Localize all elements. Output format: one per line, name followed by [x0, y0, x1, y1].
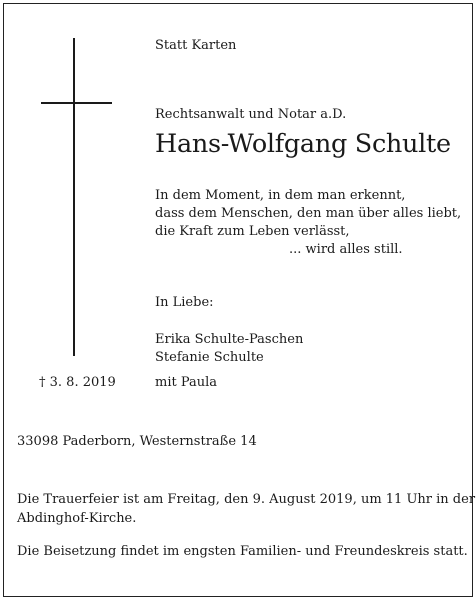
deceased-profession: Rechtsanwalt und Notar a.D. — [155, 107, 347, 122]
deceased-name: Hans-Wolfgang Schulte — [155, 129, 451, 159]
poem-line: In dem Moment, in dem man erkennt, — [155, 188, 406, 203]
poem-line: dass dem Menschen, den man über alles liebt, — [155, 206, 462, 221]
poem-line: die Kraft zum Leben verlässt, — [155, 224, 350, 239]
ceremony-line: Die Trauerfeier ist am Freitag, den 9. August 2019, um 11 Uhr in der — [17, 492, 476, 507]
death-date: † 3. 8. 2019 — [39, 375, 116, 390]
cross-horizontal-bar — [41, 102, 112, 104]
mourner-name: Stefanie Schulte — [155, 350, 264, 365]
mit-paula-line: mit Paula — [155, 375, 218, 390]
ceremony-line: Abdinghof-Kirche. — [17, 511, 137, 526]
funeral-ceremony-info — [17, 490, 475, 528]
in-liebe-label: In Liebe: — [155, 295, 214, 310]
memorial-poem — [155, 187, 461, 259]
mourner-name: Erika Schulte-Paschen — [155, 332, 304, 347]
mourning-address: 33098 Paderborn, Westernstraße 14 — [17, 434, 257, 449]
mourners-list — [155, 331, 303, 367]
statt-karten-header: Statt Karten — [155, 38, 237, 53]
poem-line: ... wird alles still. — [289, 242, 403, 257]
cross-vertical-bar — [73, 38, 75, 356]
burial-info: Die Beisetzung findet im engsten Familien- und Freundeskreis statt. — [17, 544, 468, 559]
